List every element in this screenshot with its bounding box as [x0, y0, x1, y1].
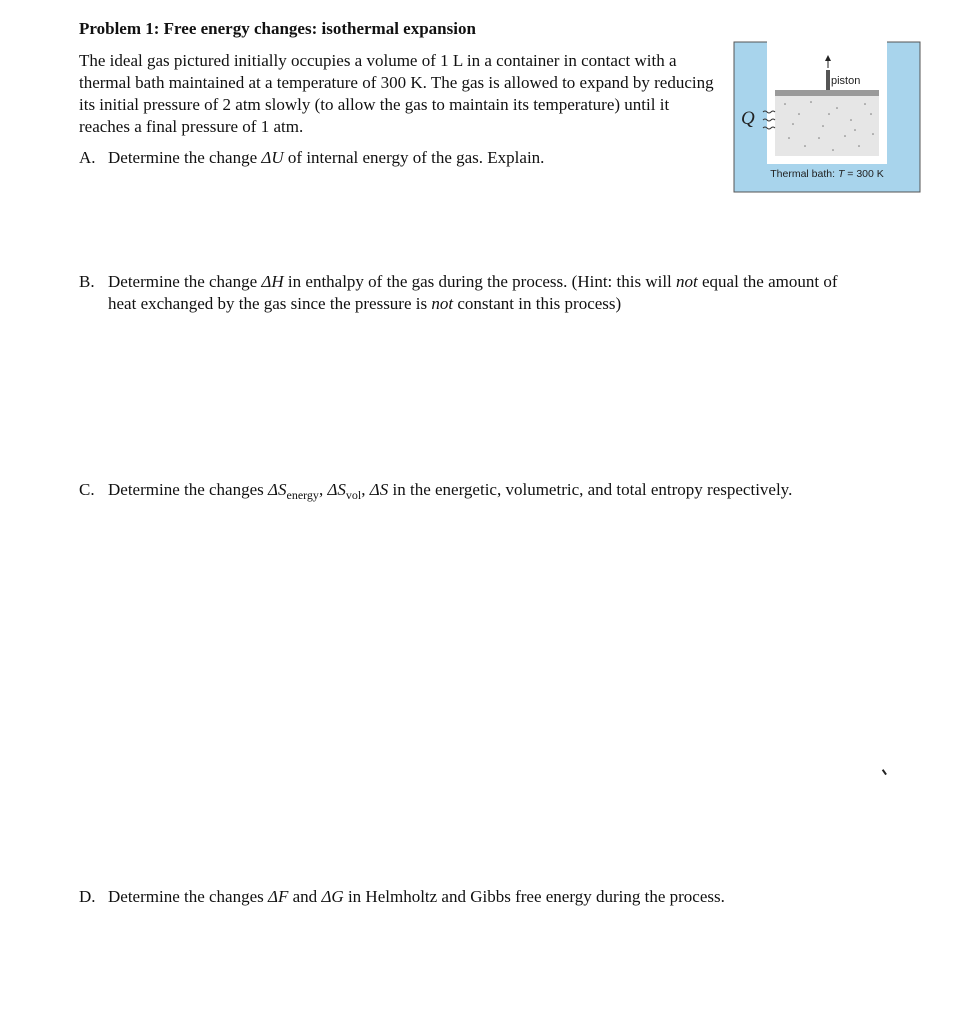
qc-symbol-3: ΔS [369, 480, 389, 499]
bath-label-var: T [837, 168, 845, 180]
qa-text-2: of internal energy of the gas. Explain. [283, 148, 545, 167]
qc-symbol-1: ΔS [268, 480, 287, 499]
bath-label-prefix: Thermal bath: [770, 168, 838, 180]
question-d-letter: D. [79, 887, 96, 906]
qb-text-4: constant in this process) [453, 294, 622, 313]
question-d [79, 886, 899, 908]
thermal-bath-label [733, 168, 921, 180]
question-c-text [108, 479, 899, 501]
intro-text-2: in a container in contact with a thermal bath maintained at a temperature of 300 K. The gas is allowed to expand by reducing its initial pressure of 2 atm slowly (to allow the gas to maintain its temperature) until it reaches a final pressure of 1 atm. [79, 51, 714, 136]
qc-sep-2: , [361, 480, 370, 499]
qd-symbol-2: ΔG [321, 887, 344, 906]
qd-text-3: in Helmholtz and Gibbs free energy during the process. [343, 887, 725, 906]
qa-symbol: ΔU [261, 148, 284, 167]
intro-text-1: The ideal gas pictured initially occupies a volume of [79, 51, 441, 70]
qd-text-1: Determine the changes [108, 887, 269, 906]
qb-symbol: ΔH [261, 272, 284, 291]
piston-rod [826, 70, 830, 90]
question-a-letter: A. [79, 148, 96, 167]
piston-label: piston [831, 75, 861, 87]
gas-container-figure [733, 34, 921, 194]
container-wall-left [767, 34, 775, 164]
qc-text-1: Determine the changes [108, 480, 269, 499]
qd-symbol-1: ΔF [268, 887, 289, 906]
qc-symbol-2-sub: vol [345, 488, 362, 502]
qc-symbol-1-sub: energy [286, 488, 319, 502]
question-c [79, 479, 899, 501]
problem-intro [79, 50, 724, 138]
intro-volume: 1 L [440, 51, 463, 70]
question-b [79, 271, 849, 315]
qa-text-1: Determine the change [108, 148, 262, 167]
bath-label-value: = 300 K [844, 168, 884, 180]
gas-region [775, 96, 879, 156]
heat-label: Q [741, 108, 755, 129]
question-a [79, 147, 699, 169]
qd-text-2: and [288, 887, 322, 906]
question-b-text [108, 271, 849, 315]
qb-emphasis-2: not [431, 294, 454, 313]
qc-sep-1: , [318, 480, 328, 499]
problem-title: Problem 1: Free energy changes: isothermal expansion [79, 19, 476, 38]
qb-text-3: equal the amount of heat exchanged by the gas since the pressure is [108, 272, 838, 313]
question-b-letter: B. [79, 272, 95, 291]
piston-plate [775, 90, 879, 96]
qb-text-1: Determine the change [108, 272, 262, 291]
question-c-letter: C. [79, 480, 95, 499]
qc-text-2: in the energetic, volumetric, and total entropy respectively. [388, 480, 793, 499]
question-a-text [108, 147, 699, 169]
question-d-text [108, 886, 899, 908]
qc-symbol-2: ΔS [327, 480, 346, 499]
qb-emphasis-1: not [676, 272, 698, 291]
container-wall-right [879, 34, 887, 164]
stray-mark [882, 767, 890, 775]
container-floor [767, 156, 887, 164]
qb-text-2: in enthalpy of the gas during the process. (Hint: this will [283, 272, 677, 291]
